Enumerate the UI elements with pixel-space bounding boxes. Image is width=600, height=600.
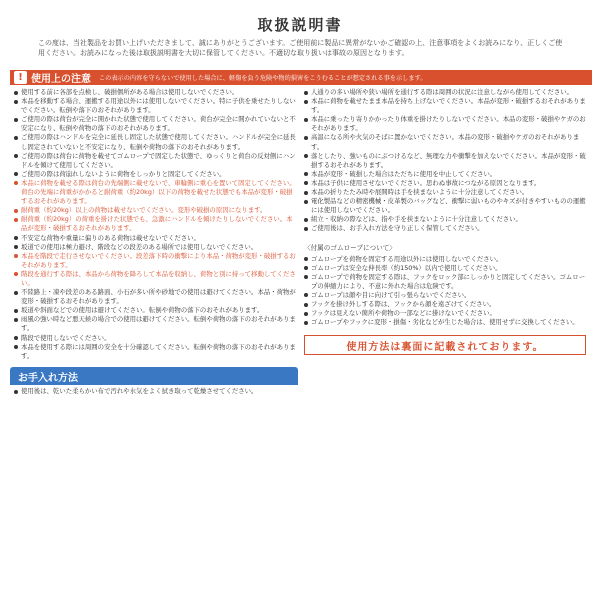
caution-item: ゴムロープは顔や目に向けて引っ張らないでください。	[304, 291, 586, 300]
care-header	[10, 367, 298, 385]
caution-item: 本品に乗ったり寄りかかったり体重を掛けたりしないでください。本品の変形・破損やケガのおそれがあります。	[304, 115, 586, 133]
caution-item: 落としたり、強いものにぶつけるなど、無理な力や衝撃を加えないでください。本品が変形・破損するおそれがあります。	[304, 152, 586, 170]
caution-item: 本品に荷物を載せたまま本品を持ち上げないでください。本品が変形・破損するおそれがあります。	[304, 97, 586, 115]
caution-item: 本品の折りたたみ時や展開時は手を挟まないように十分注意してください。	[304, 188, 586, 197]
caution-item: 本品を階段で走行させないでください。段差落下時の衝撃により本品・荷物が変形・破損するおそれがあります。	[14, 252, 298, 270]
caution-item: ご使用の際は荷崩れしないように荷物をしっかりと固定してください。	[14, 170, 298, 179]
caution-item: ゴムロープやフックに変形・損傷・劣化などが生じた場合は、使用せずに交換してください。	[304, 318, 586, 327]
page-title: 取扱説明書	[257, 16, 343, 34]
caution-item: 本品が変形・破損した場合はただちに使用を中止してください。	[304, 170, 586, 179]
right-caution-list	[304, 88, 586, 327]
caution-item: 本品を使用する際には周囲の安全を十分確認してください。転倒や荷物の落下のおそれがあります。	[14, 343, 298, 361]
intro-text: この度は、当社製品をお買い上げいただきまして、誠にありがとうございます。ご使用前に製品に異常がないかご確認の上、注意事項をよくお読みになり、正しくご使用ください。お読みになった後は取扱説明書を大切に保管してください。不適切な取り扱いは事故の原因となります。	[38, 39, 563, 57]
caution-item: 組立・収納の際などは、指や手を挟まないように十分注意してください。	[304, 215, 586, 224]
right-items	[304, 88, 586, 234]
caution-item: ゴムロープは安全な伸長率（約150%）以内で使用してください。	[304, 264, 586, 273]
caution-item: ゴムロープで荷物を固定する際は、フックをロック部にしっかりと固定してください。ゴムロープの伸縮力により、不意に外れた場合は危険です。	[304, 273, 586, 291]
caution-item: 高温になる所や火気のそばに置かないでください。本品の変形・破損やケガのおそれがあります。	[304, 133, 586, 151]
caution-item: ご使用の際はハンドルを完全に延長し固定した状態で使用してください。ハンドルが完全に延長し固定されていないと不安定になり、転倒や荷物の落下のおそれがあります。	[14, 133, 298, 151]
caution-item: 本品に荷物を載せる際は荷台の先端側に載せないで、車輪側に重心を置いて固定してください。荷台の先端に荷重がかかると耐荷重（約20kg）以下の荷物を載せた状態でも本品が変形・破損するおそれがあります。	[14, 179, 298, 206]
caution-item: 雨風の強い時など悪天候の場合での使用は避けてください。転倒や荷物の落下のおそれがあります。	[14, 315, 298, 333]
caution-item: 使用する前に各部を点検し、破損個所がある場合は使用しないでください。	[14, 88, 298, 97]
caution-item: 坂道や斜面などでの使用は避けてください。転倒や荷物の落下のおそれがあります。	[14, 306, 298, 315]
caution-item: ご使用の際は荷台に荷物を載せてゴムロープで固定した状態で、ゆっくりと荷台の反対側にハンドルを傾けて使用してください。	[14, 152, 298, 170]
rope-section-title: 〈付属のゴムロープについて〉	[304, 243, 396, 252]
warning-note: この表示の内容を守らないで使用した場合に、軽傷を負う危険や物的損害をこうむることが想定される事を示します。	[99, 75, 427, 82]
caution-item: ご使用後は、お手入れ方法を守り正しく保管してください。	[304, 224, 586, 233]
caution-item: 本品を移動する場合、運搬する用途以外には使用しないでください。特に子供を乗せたりしないでください。転倒や落下のおそれがあります。	[14, 97, 298, 115]
caution-item: 人通りの多い場所や狭い場所を通行する際は周囲の状況に注意しながら使用してください。	[304, 88, 586, 97]
caution-item: 耐荷重（約20kg）以上の荷物は載せないでください。変形や破損の原因になります。	[14, 206, 298, 215]
caution-item: 階段を通行する際は、本品から荷物を降ろして本品を収納し、荷物と別に持って移動してください。	[14, 270, 298, 288]
caution-item: 坂道での使用は極力避け、階段などの段差のある場所では使用しないでください。	[14, 243, 298, 252]
caution-item: 不安定な荷物や重量に偏りのある荷物は載せないでください。	[14, 234, 298, 243]
caution-item: 耐荷重（約20kg）の荷重を掛けた状態でも、急激にハンドルを傾けたりしないでください。本品が変形・破損するおそれがあります。	[14, 215, 298, 233]
warning-header	[10, 70, 592, 85]
care-label: お手入れ方法	[18, 372, 78, 384]
warning-label: 使用上の注意	[31, 74, 91, 85]
usage-banner: 使用方法は裏面に記載されております。	[304, 335, 586, 355]
caution-item: フックを掛け外しする際は、フックから顔を遠ざけてください。	[304, 300, 586, 309]
rope-items	[304, 255, 586, 328]
caution-item: 使用後は、乾いた柔らかい布で汚れや水気をよく拭き取って乾燥させてください。	[14, 387, 298, 396]
exclamation-icon: !	[14, 71, 27, 84]
care-list	[14, 387, 298, 396]
caution-item: 本品は子供に使用させないでください。思わぬ事故につながる原因となります。	[304, 179, 586, 188]
left-caution-list	[14, 88, 298, 361]
caution-item: 階段で使用しないでください。	[14, 334, 298, 343]
caution-item: ご使用の際は荷台が完全に開かれた状態で使用してください。荷台が完全に開かれていないと不安定になり、転倒や荷物の落下のおそれがあります。	[14, 115, 298, 133]
caution-item: 不陸路上・凍や段差のある路面、小石が多い所や砂地での使用は避けてください。本品・荷物が変形・破損するおそれがあります。	[14, 288, 298, 306]
caution-item: 電化製品などの精密機械・皮革製のバッグなど、衝撃に弱いものやキズが付きやすいものの運搬には使用しないでください。	[304, 197, 586, 215]
caution-item: ゴムロープを荷物を固定する用途以外には使用しないでください。	[304, 255, 586, 264]
caution-item: フックは見えない箇所や荷物の一部などに掛けないでください。	[304, 309, 586, 318]
